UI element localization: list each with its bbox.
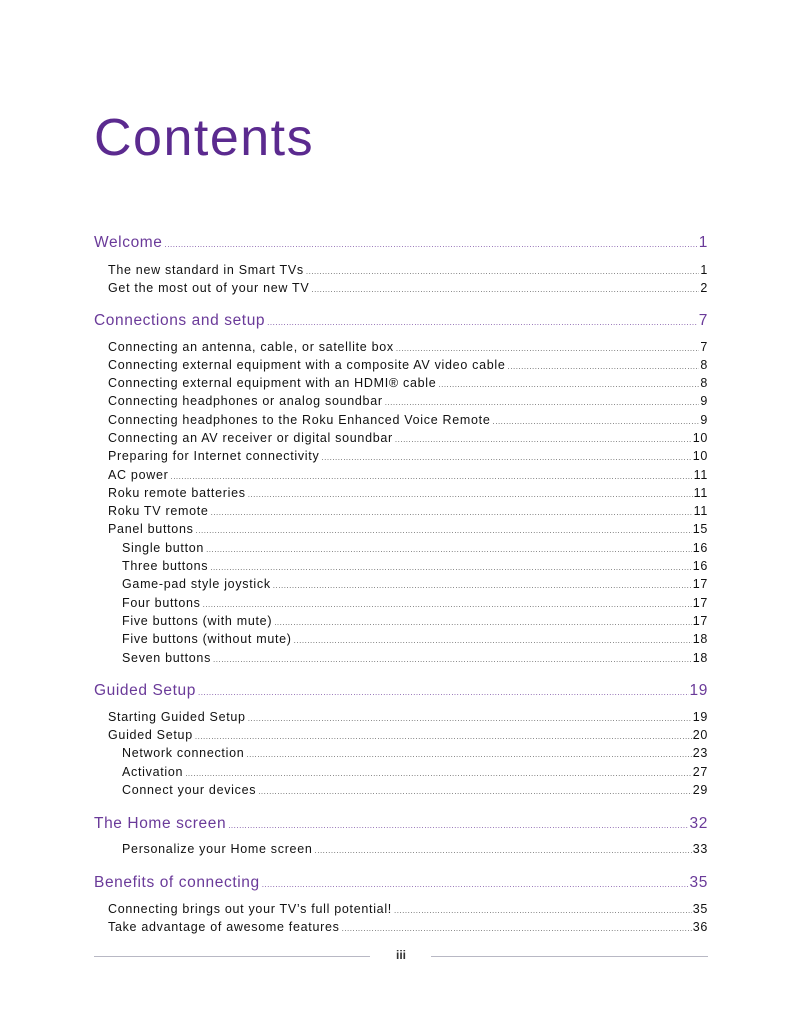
toc-entry-page: 23	[692, 746, 708, 760]
toc-entry[interactable]	[108, 468, 708, 482]
toc-entry[interactable]	[108, 486, 708, 500]
toc-entry-page: 16	[692, 541, 708, 555]
toc-entry[interactable]	[108, 358, 708, 372]
footer-rule-right	[431, 956, 708, 957]
toc-entry-label: Connecting external equipment with a composite AV video cable	[108, 358, 506, 372]
dot-leader	[198, 688, 689, 697]
toc-section-entry[interactable]	[94, 234, 708, 252]
toc-entry-label: Get the most out of your new TV	[108, 281, 310, 295]
toc-entry[interactable]	[108, 710, 708, 724]
toc-entry[interactable]	[122, 765, 708, 779]
toc-entry-page: 17	[692, 577, 708, 591]
toc-entry[interactable]	[122, 577, 708, 591]
toc-entry[interactable]	[122, 746, 708, 760]
toc-entry[interactable]	[108, 522, 708, 536]
toc-entry-page: 9	[700, 394, 708, 408]
toc-entry[interactable]	[122, 651, 708, 665]
toc-entry-page: 19	[689, 682, 708, 699]
toc-entry-page: 9	[700, 413, 708, 427]
toc-entry-label: Game-pad style joystick	[122, 577, 271, 591]
dot-leader	[213, 655, 692, 664]
toc-entry-page: 29	[692, 783, 708, 797]
toc-entry[interactable]	[108, 376, 708, 390]
dot-leader	[394, 906, 692, 915]
toc-entry-label: The Home screen	[94, 815, 227, 832]
toc-entry-label: Roku TV remote	[108, 504, 209, 518]
dot-leader	[165, 240, 698, 249]
toc-entry-label: AC power	[108, 468, 169, 482]
toc-entry[interactable]	[108, 920, 708, 934]
dot-leader	[274, 618, 692, 627]
toc-entry-page: 11	[693, 504, 708, 518]
dot-leader	[248, 490, 693, 499]
dot-leader	[262, 880, 689, 889]
toc-entry-page: 11	[693, 486, 708, 500]
toc-entry-label: Network connection	[122, 746, 245, 760]
toc-entry-label: The new standard in Smart TVs	[108, 263, 304, 277]
toc-entry-page: 33	[692, 842, 708, 856]
toc-entry[interactable]	[108, 413, 708, 427]
toc-entry-page: 10	[692, 431, 708, 445]
toc-entry-label: Three buttons	[122, 559, 209, 573]
toc-entry-label: Connecting headphones or analog soundbar	[108, 394, 383, 408]
toc-section-entry[interactable]	[94, 815, 708, 833]
toc-entry-label: Take advantage of awesome features	[108, 920, 340, 934]
toc-entry-label: Guided Setup	[94, 682, 196, 699]
toc-entry-label: Four buttons	[122, 596, 201, 610]
toc-entry-label: Connecting external equipment with an HDMI® cable	[108, 376, 437, 390]
toc-entry[interactable]	[108, 340, 708, 354]
toc-entry-page: 18	[692, 651, 708, 665]
dot-leader	[210, 563, 691, 572]
dot-leader	[311, 285, 699, 294]
toc-entry-page: 17	[692, 596, 708, 610]
dot-leader	[246, 750, 691, 759]
toc-entry-page: 17	[692, 614, 708, 628]
toc-entry[interactable]	[108, 263, 708, 277]
toc-entry-page: 1	[700, 263, 708, 277]
dot-leader	[321, 453, 691, 462]
dot-leader	[211, 508, 693, 517]
toc-entry-page: 7	[700, 340, 708, 354]
dot-leader	[258, 787, 691, 796]
toc-entry-page: 18	[692, 632, 708, 646]
dot-leader	[267, 318, 698, 327]
toc-entry-page: 20	[692, 728, 708, 742]
toc-entry-label: Panel buttons	[108, 522, 194, 536]
toc-entry-page: 8	[700, 358, 708, 372]
toc-entry-label: Connections and setup	[94, 312, 266, 329]
dot-leader	[248, 714, 692, 723]
dot-leader	[195, 732, 692, 741]
dot-leader	[315, 846, 692, 855]
footer-page-number: iii	[395, 948, 406, 962]
dot-leader	[438, 380, 699, 389]
toc-entry[interactable]	[108, 394, 708, 408]
toc-entry-label: Roku remote batteries	[108, 486, 246, 500]
dot-leader	[396, 344, 700, 353]
toc-entry[interactable]	[108, 449, 708, 463]
toc-entry[interactable]	[122, 842, 708, 856]
toc-entry-label: Single button	[122, 541, 205, 555]
dot-leader	[395, 435, 692, 444]
toc-entry[interactable]	[108, 504, 708, 518]
dot-leader	[342, 924, 692, 933]
toc-section-entry[interactable]	[94, 874, 708, 892]
dot-leader	[385, 398, 700, 407]
toc-entry[interactable]	[122, 783, 708, 797]
dot-leader	[203, 600, 692, 609]
toc-entry-label: Connecting headphones to the Roku Enhanced Voice Remote	[108, 413, 491, 427]
page-title: Contents	[94, 109, 315, 167]
toc-entry[interactable]	[108, 902, 708, 916]
dot-leader	[185, 769, 691, 778]
toc-entry-label: Seven buttons	[122, 651, 212, 665]
toc-entry[interactable]	[122, 614, 708, 628]
toc-entry-page: 36	[692, 920, 708, 934]
toc-entry-label: Activation	[122, 765, 184, 779]
toc-entry-label: Connecting an AV receiver or digital soundbar	[108, 431, 393, 445]
toc-entry-page: 16	[692, 559, 708, 573]
toc-entry[interactable]	[108, 728, 708, 742]
toc-entry-page: 10	[692, 449, 708, 463]
toc-entry[interactable]	[108, 281, 708, 295]
toc-entry-page: 2	[700, 281, 708, 295]
toc-entry-page: 7	[698, 312, 708, 329]
footer-rule-left	[94, 956, 370, 957]
toc-entry-page: 8	[700, 376, 708, 390]
toc-entry-label: Guided Setup	[108, 728, 193, 742]
toc-entry-label: Benefits of connecting	[94, 874, 260, 891]
toc-entry[interactable]	[122, 632, 708, 646]
toc-entry-page: 1	[698, 234, 708, 251]
dot-leader	[273, 581, 692, 590]
dot-leader	[294, 636, 692, 645]
toc-entry-label: Five buttons (with mute)	[122, 614, 273, 628]
dot-leader	[493, 417, 700, 426]
toc-entry-label: Five buttons (without mute)	[122, 632, 292, 646]
toc-entry-page: 27	[692, 765, 708, 779]
toc-entry-page: 35	[692, 902, 708, 916]
dot-leader	[306, 267, 700, 276]
dot-leader	[170, 472, 692, 481]
toc-section-entry[interactable]	[94, 312, 708, 330]
toc-entry-label: Welcome	[94, 234, 163, 251]
toc-entry-page: 32	[689, 815, 708, 832]
toc-entry-label: Connecting brings out your TV’s full potential!	[108, 902, 392, 916]
toc-entry-page: 15	[692, 522, 708, 536]
dot-leader	[228, 821, 688, 830]
toc-entry-page: 19	[692, 710, 708, 724]
toc-entry-label: Starting Guided Setup	[108, 710, 246, 724]
dot-leader	[508, 362, 700, 371]
toc-section-entry[interactable]	[94, 682, 708, 700]
toc-entry[interactable]	[122, 596, 708, 610]
toc-entry[interactable]	[122, 559, 708, 573]
toc-entry-label: Personalize your Home screen	[122, 842, 313, 856]
toc-entry-page: 11	[693, 468, 708, 482]
dot-leader	[206, 545, 692, 554]
toc-entry-page: 35	[689, 874, 708, 891]
toc-entry[interactable]	[108, 431, 708, 445]
toc-entry[interactable]	[122, 541, 708, 555]
dot-leader	[196, 526, 692, 535]
toc-entry-label: Connect your devices	[122, 783, 257, 797]
toc-entry-label: Connecting an antenna, cable, or satellite box	[108, 340, 394, 354]
toc-entry-label: Preparing for Internet connectivity	[108, 449, 320, 463]
